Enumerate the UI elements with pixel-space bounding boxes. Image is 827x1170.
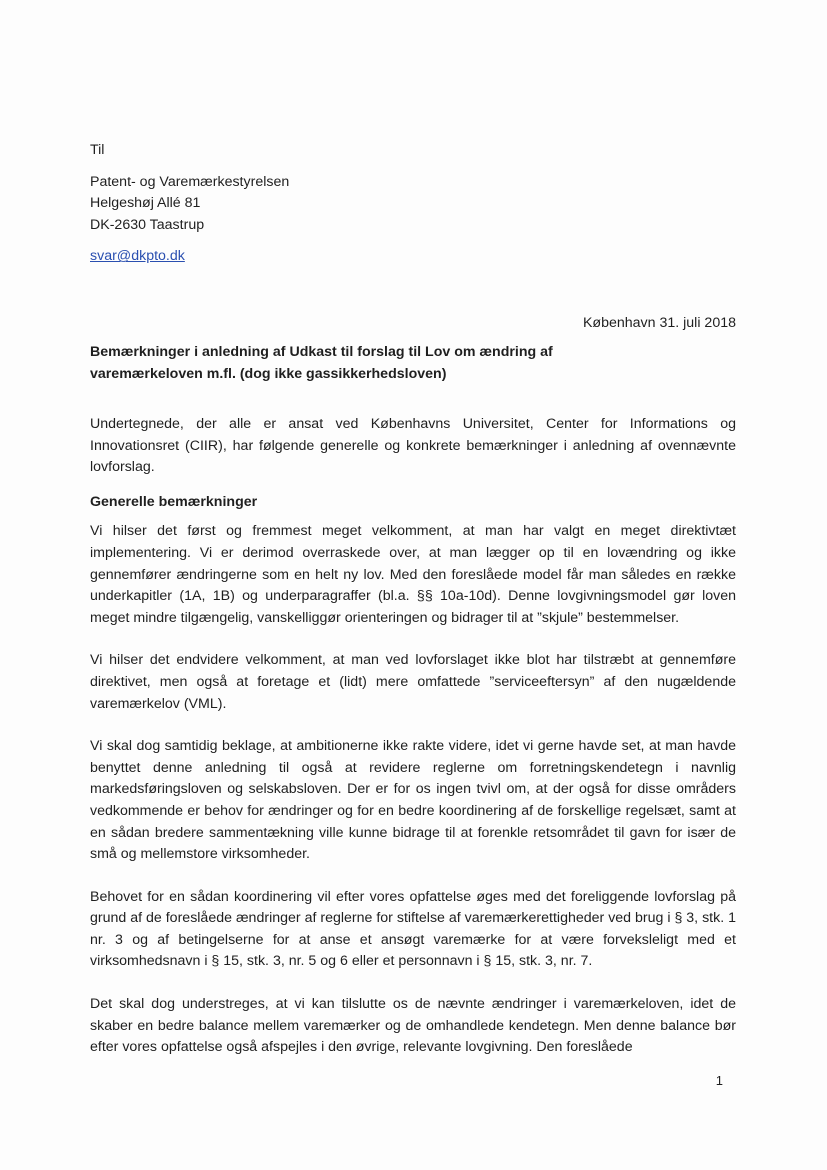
recipient-email-link[interactable]: svar@dkpto.dk (90, 248, 185, 265)
recipient-org: Patent- og Varemærkestyrelsen (90, 173, 290, 190)
heading-line-1: Bemærkninger i anledning af Udkast til forslag til Lov om ændring af (90, 344, 553, 360)
letter-body (90, 414, 736, 1080)
heading-line-2: varemærkeloven m.fl. (dog ikke gassikkerhedsloven) (90, 365, 447, 382)
body-paragraph-3: Vi skal dog samtidig beklage, at ambitionerne ikke rakte videre, idet vi gerne havde set, at man havde benyttet denne anledning til også at revidere reglerne om forretningskendetegn i navnlig markedsføringsloven og selskabsloven. Der er for os ingen tvivl om, at der også for disse områders vedkommende er behov for ændringer og for en bedre koordinering af de forskellige regelsæt, samt at en sådan bredere sammentækning ville kunne bidrage til at forenkle retsområdet til gavn for især de små og mellemstore virksomheder. (90, 738, 736, 863)
letter-heading (90, 342, 650, 385)
intro-paragraph: Undertegnede, der alle er ansat ved Københavns Universitet, Center for Informations og Innovationsret (CIIR), har følgende generelle og konkrete bemærkninger i anledning af ovennævnte lovforslag. (90, 416, 736, 476)
recipient-address (90, 140, 736, 268)
spacer (90, 236, 736, 246)
body-paragraph-5: Det skal dog understreges, at vi kan tilslutte os de nævnte ændringer i varemærkeloven, idet de skaber en bedre balance mellem varemærker og de omhandlede kendetegn. Men denne balance bør efter vores opfattelse også afspejles i den øvrige, relevante lovgivning. Den foreslåede (90, 996, 736, 1056)
date-line: København 31. juli 2018 (582, 315, 736, 331)
to-label: Til (90, 142, 105, 158)
body-paragraph-2: Vi hilser det endvidere velkomment, at man ved lovforslaget ikke blot har tilstræbt at gennemføre direktivet, men også at foretage et (lidt) mere omfattede ”serviceeftersyn” af den nugældende varemærkelov (VML). (90, 652, 736, 712)
recipient-street: Helgeshøj Allé 81 (90, 195, 201, 212)
spacer (90, 162, 736, 172)
body-paragraph-1: Vi hilser det først og fremmest meget velkomment, at man har valgt en meget direktivtæt implementering. Vi er derimod overraskede over, at man lægger op til en lovændring og ikke gennemfører ændringerne som en helt ny lov. Med den foreslåede model får man således en række underkapitler (1A, 1B) og underparagraffer (bl.a. §§ 10a-10d). Denne lovgivningsmodel gør loven meget mindre tilgængelig, vanskelliggør orienteringen og bidrager til at ”skjule” bestemmelser. (90, 523, 736, 626)
page-number: 1 (715, 1073, 723, 1088)
section-title: Generelle bemærkninger (90, 493, 258, 510)
recipient-city: DK-2630 Taastrup (90, 216, 205, 233)
body-paragraph-4: Behovet for en sådan koordinering vil efter vores opfattelse øges med det foreliggende lovforslag på grund af de foreslåede ændringer af reglerne for stiftelse af varemærkerettigheder ved brug i § 3, stk. 1 nr. 3 og af betingelserne for at anse et ansøgt varemærke for at være forveksleligt med et virksomhedsnavn i § 15, stk. 3, nr. 5 og 6 eller et personnavn i § 15, stk. 3, nr. 7. (90, 888, 736, 970)
